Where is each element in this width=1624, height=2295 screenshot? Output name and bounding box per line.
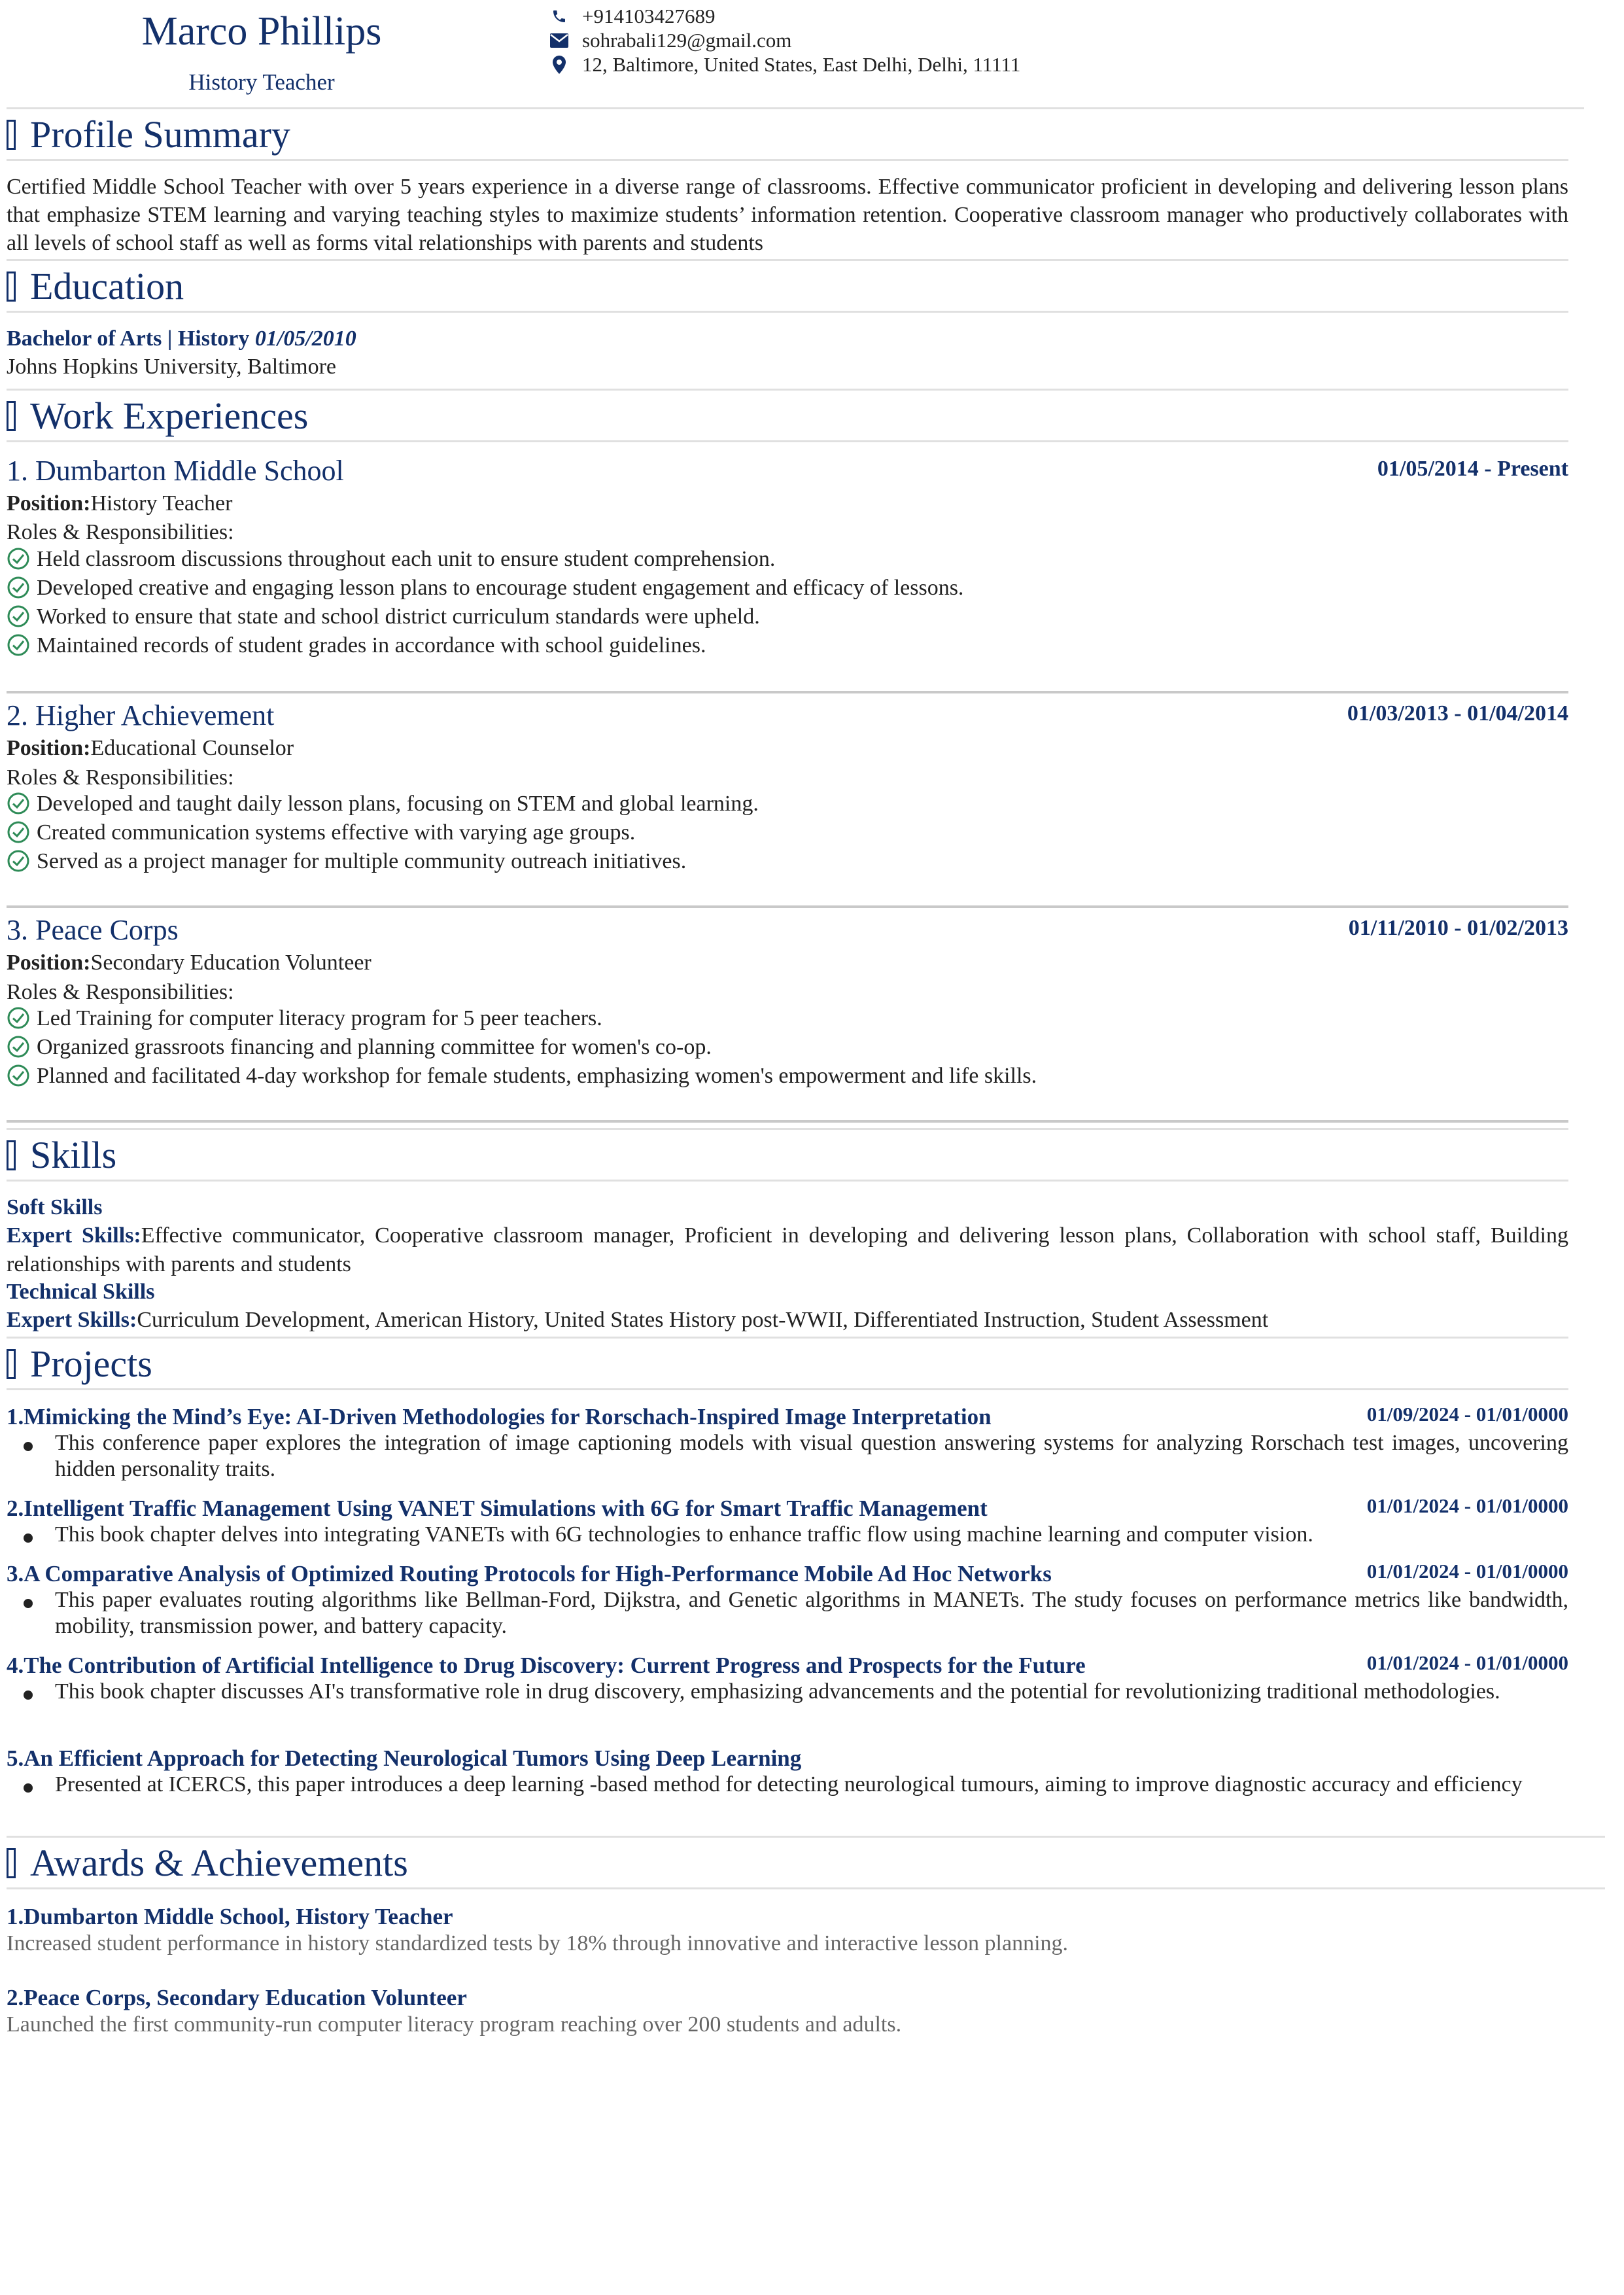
- responsibility-item: Created communication systems effective with varying age groups.: [7, 820, 635, 845]
- section-glyph-icon: [7, 1848, 16, 1878]
- section-glyph-icon: [7, 401, 16, 431]
- contact-block: [549, 4, 1020, 77]
- project-dates: 01/01/2024 - 01/01/0000: [1366, 1494, 1568, 1517]
- check-circle-icon: [7, 792, 30, 815]
- bullet-dot-icon: [24, 1442, 33, 1451]
- project-description: This book chapter discusses AI's transformative role in drug discovery, emphasizing advancements and the potential for revolutionizing traditional methodologies.: [55, 1679, 1500, 1704]
- section-divider: [7, 159, 1568, 161]
- bullet-dot-icon: [24, 1691, 33, 1700]
- project-title: 4.The Contribution of Artificial Intelligence to Drug Discovery: Current Progress and Prospects for the Future: [7, 1653, 1086, 1678]
- technical-skills-text: Expert Skills:Curriculum Development, American History, United States History post-WWII, Differentiated Instruction, Student Assessment: [7, 1308, 1269, 1332]
- check-circle-icon: [7, 576, 30, 599]
- school-name: Johns Hopkins University, Baltimore: [7, 355, 336, 379]
- section-glyph-icon: [7, 120, 16, 150]
- contact-phone: [549, 4, 1020, 28]
- section-glyph-icon: [7, 272, 16, 302]
- envelope-icon: [549, 31, 569, 50]
- award-description: Increased student performance in history standardized tests by 18% through innovative and interactive lesson planning.: [7, 1931, 1069, 1955]
- contact-email: [549, 28, 1020, 52]
- section-divider: [7, 311, 1568, 313]
- check-circle-icon: [7, 547, 30, 570]
- section-divider: [7, 1887, 1605, 1889]
- profile-summary-text: Certified Middle School Teacher with over 5 years experience in a diverse range of classrooms. Effective communicator proficient in developing and delivering lesson plans that emphasize STEM learning and varying teaching styles to maximize students’ information retention. Cooperative classroom manager who productively collaborates with all levels of school staff as well as forms vital relationships with parents and students: [7, 175, 1568, 255]
- soft-skills-text: Expert Skills:Effective communicator, Cooperative classroom manager, Proficient in developing and delivering lesson plans, Collaboration with school staff, Building relationships with parents and students: [7, 1223, 1568, 1276]
- skills-heading: Skills: [7, 1132, 116, 1178]
- responsibility-item: Held classroom discussions throughout each unit to ensure student comprehension.: [7, 547, 775, 572]
- section-glyph-icon: [7, 1349, 16, 1379]
- job-divider: [7, 1120, 1568, 1123]
- awards-heading: Awards & Achievements: [7, 1840, 408, 1886]
- award-title: 1.Dumbarton Middle School, History Teacher: [7, 1904, 453, 1929]
- award-title: 2.Peace Corps, Secondary Education Volunteer: [7, 1985, 467, 2010]
- job-dates: 01/03/2013 - 01/04/2014: [1347, 701, 1568, 726]
- job-dates: 01/05/2014 - Present: [1377, 457, 1568, 481]
- check-circle-icon: [7, 1006, 30, 1030]
- work-heading: Work Experiences: [7, 393, 308, 439]
- section-divider: [7, 1388, 1568, 1390]
- phone-icon: [549, 7, 569, 26]
- job-divider: [7, 905, 1568, 908]
- section-divider: [7, 1836, 1605, 1838]
- map-pin-icon: [549, 55, 569, 75]
- profile-heading: Profile Summary: [7, 112, 290, 158]
- responsibility-item: Developed creative and engaging lesson plans to encourage student engagement and efficacy of lessons.: [7, 576, 963, 601]
- job-title: 2. Higher Achievement: [7, 699, 275, 731]
- technical-skills-label: Technical Skills: [7, 1280, 155, 1304]
- project-dates: 01/01/2024 - 01/01/0000: [1366, 1651, 1568, 1674]
- project-description: Presented at ICERCS, this paper introduces a deep learning -based method for detecting neurological tumours, aiming to improve diagnostic accuracy and efficiency: [55, 1772, 1523, 1796]
- job-position: Position:Secondary Education Volunteer: [7, 951, 371, 975]
- section-glyph-icon: [7, 1140, 16, 1170]
- section-divider: [7, 1180, 1568, 1182]
- award-description: Launched the first community-run computer literacy program reaching over 200 students and adults.: [7, 2012, 902, 2037]
- check-circle-icon: [7, 604, 30, 628]
- job-title: 1. Dumbarton Middle School: [7, 455, 344, 487]
- candidate-title: History Teacher: [188, 69, 335, 95]
- contact-address: [549, 52, 1020, 77]
- roles-label: Roles & Responsibilities:: [7, 980, 234, 1004]
- phone-number[interactable]: +914103427689: [582, 4, 716, 27]
- degree-date: 01/05/2010: [254, 326, 356, 351]
- email-address[interactable]: sohrabali129@gmail.com: [582, 28, 792, 52]
- check-circle-icon: [7, 820, 30, 844]
- roles-label: Roles & Responsibilities:: [7, 520, 234, 544]
- responsibility-item: Planned and facilitated 4-day workshop for female students, emphasizing women's empowerment and life skills.: [7, 1064, 1037, 1089]
- project-description: This paper evaluates routing algorithms like Bellman-Ford, Dijkstra, and Genetic algorithms in MANETs. The study focuses on performance metrics like bandwidth, mobility, transmission power, and battery capacity.: [55, 1588, 1568, 1638]
- section-divider: [7, 1128, 1568, 1130]
- header-divider: [7, 107, 1584, 109]
- job-title: 3. Peace Corps: [7, 914, 179, 946]
- project-title: 3.A Comparative Analysis of Optimized Routing Protocols for High-Performance Mobile Ad Hoc Networks: [7, 1561, 1052, 1586]
- project-title: 1.Mimicking the Mind’s Eye: AI-Driven Methodologies for Rorschach-Inspired Image Interpretation: [7, 1404, 992, 1429]
- soft-skills-label: Soft Skills: [7, 1195, 103, 1219]
- project-dates: 01/09/2024 - 01/01/0000: [1366, 1403, 1568, 1426]
- job-dates: 01/11/2010 - 01/02/2013: [1348, 916, 1568, 940]
- project-title: 5.An Efficient Approach for Detecting Neurological Tumors Using Deep Learning: [7, 1745, 802, 1771]
- project-title: 2.Intelligent Traffic Management Using VANET Simulations with 6G for Smart Traffic Management: [7, 1496, 988, 1521]
- responsibility-item: Served as a project manager for multiple community outreach initiatives.: [7, 849, 686, 874]
- job-position: Position:Educational Counselor: [7, 736, 294, 760]
- project-description: This conference paper explores the integration of image captioning models with visual question answering systems for analyzing Rorschach test images, uncovering hidden personality traits.: [55, 1431, 1568, 1481]
- job-position: Position:History Teacher: [7, 491, 233, 516]
- responsibility-item: Maintained records of student grades in accordance with school guidelines.: [7, 633, 706, 658]
- section-divider: [7, 259, 1568, 261]
- responsibility-item: Developed and taught daily lesson plans, focusing on STEM and global learning.: [7, 792, 759, 816]
- check-circle-icon: [7, 633, 30, 657]
- section-divider: [7, 440, 1568, 442]
- projects-heading: Projects: [7, 1341, 152, 1387]
- responsibility-item: Worked to ensure that state and school district curriculum standards were upheld.: [7, 604, 760, 629]
- job-divider: [7, 691, 1568, 693]
- check-circle-icon: [7, 849, 30, 873]
- project-description: This book chapter delves into integrating VANETs with 6G technologies to enhance traffic flow using machine learning and computer vision.: [55, 1522, 1313, 1547]
- education-heading: Education: [7, 264, 184, 309]
- degree: Bachelor of Arts | History: [7, 326, 250, 351]
- bullet-dot-icon: [24, 1783, 33, 1793]
- responsibility-item: Led Training for computer literacy program for 5 peer teachers.: [7, 1006, 602, 1031]
- education-entry: [7, 324, 356, 353]
- bullet-dot-icon: [24, 1533, 33, 1543]
- responsibility-item: Organized grassroots financing and planning committee for women's co-op.: [7, 1035, 712, 1060]
- check-circle-icon: [7, 1064, 30, 1087]
- project-dates: 01/01/2024 - 01/01/0000: [1366, 1560, 1568, 1583]
- section-divider: [7, 389, 1568, 391]
- candidate-name: Marco Phillips: [141, 9, 382, 54]
- address-text: 12, Baltimore, United States, East Delhi, Delhi, 11111: [582, 52, 1021, 76]
- header-identity: [0, 5, 523, 97]
- bullet-dot-icon: [24, 1599, 33, 1608]
- roles-label: Roles & Responsibilities:: [7, 765, 234, 790]
- check-circle-icon: [7, 1035, 30, 1059]
- section-divider: [7, 1337, 1568, 1339]
